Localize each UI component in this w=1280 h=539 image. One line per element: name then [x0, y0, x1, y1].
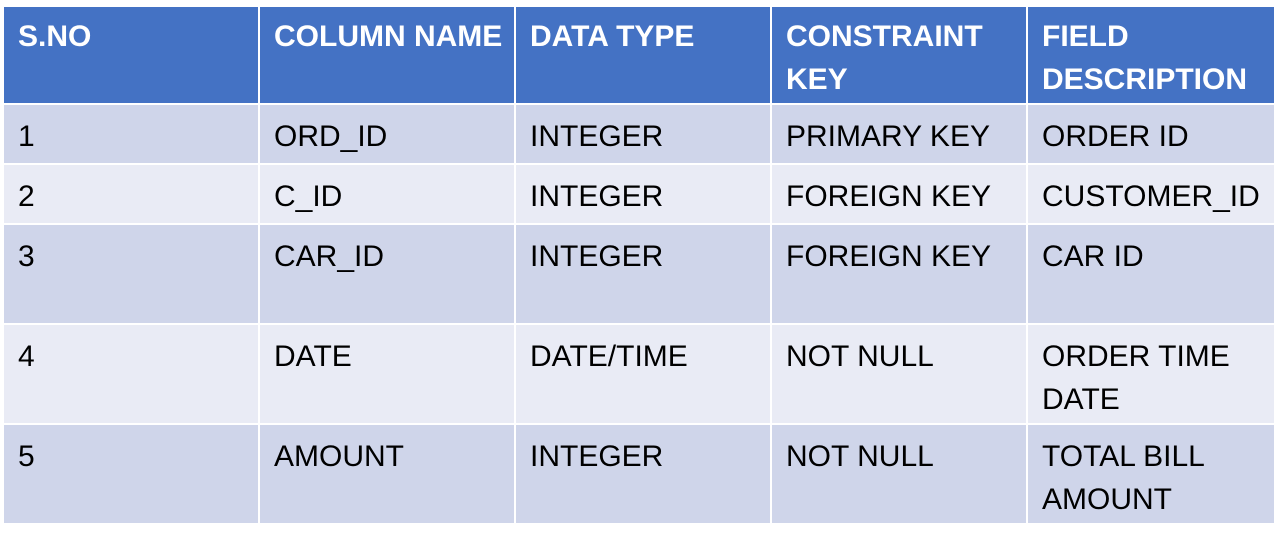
cell-column-name: C_ID: [259, 164, 515, 224]
cell-column-name: DATE: [259, 324, 515, 424]
cell-field-description: TOTAL BILL AMOUNT: [1027, 424, 1275, 524]
cell-constraint-key: NOT NULL: [771, 324, 1027, 424]
cell-sno: 5: [3, 424, 259, 524]
table-body: [3, 104, 1275, 524]
cell-data-type: INTEGER: [515, 424, 771, 524]
cell-data-type: INTEGER: [515, 104, 771, 164]
header-data-type: DATA TYPE: [515, 6, 771, 104]
cell-constraint-key: FOREIGN KEY: [771, 164, 1027, 224]
table-row: [3, 324, 1275, 424]
cell-data-type: INTEGER: [515, 224, 771, 324]
header-sno: S.NO: [3, 6, 259, 104]
cell-sno: 2: [3, 164, 259, 224]
header-column-name: COLUMN NAME: [259, 6, 515, 104]
table-row: [3, 224, 1275, 324]
cell-field-description: ORDER TIME DATE: [1027, 324, 1275, 424]
table-row: [3, 104, 1275, 164]
table-row: [3, 164, 1275, 224]
cell-sno: 4: [3, 324, 259, 424]
cell-data-type: DATE/TIME: [515, 324, 771, 424]
orders-schema-table: [2, 5, 1276, 525]
cell-constraint-key: FOREIGN KEY: [771, 224, 1027, 324]
cell-sno: 1: [3, 104, 259, 164]
cell-column-name: CAR_ID: [259, 224, 515, 324]
cell-field-description: CUSTOMER_ID: [1027, 164, 1275, 224]
cell-field-description: CAR ID: [1027, 224, 1275, 324]
cell-sno: 3: [3, 224, 259, 324]
header-field-description: FIELD DESCRIPTION: [1027, 6, 1275, 104]
table-header: [3, 6, 1275, 104]
cell-column-name: ORD_ID: [259, 104, 515, 164]
cell-column-name: AMOUNT: [259, 424, 515, 524]
cell-data-type: INTEGER: [515, 164, 771, 224]
header-constraint-key: CONSTRAINT KEY: [771, 6, 1027, 104]
table-row: [3, 424, 1275, 524]
cell-field-description: ORDER ID: [1027, 104, 1275, 164]
cell-constraint-key: PRIMARY KEY: [771, 104, 1027, 164]
header-row: [3, 6, 1275, 104]
cell-constraint-key: NOT NULL: [771, 424, 1027, 524]
schema-table-container: [2, 5, 1274, 525]
